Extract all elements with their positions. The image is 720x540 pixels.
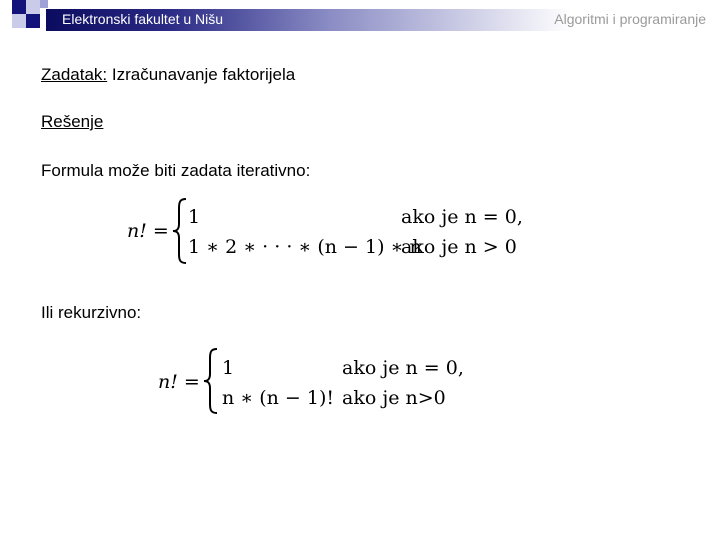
left-brace	[203, 348, 219, 414]
institution-name: Elektronski fakultet u Nišu	[62, 11, 224, 27]
formula-condition-2: ako je n>0	[342, 387, 446, 409]
task-title: Izračunavanje faktorijela	[107, 65, 296, 84]
formula-case-2: 1 ∗ 2 ∗ · · · ∗ (n − 1) ∗ n	[188, 236, 422, 258]
formula-condition-1: ako je n = 0,	[342, 357, 464, 379]
task-label: Zadatak:	[41, 65, 108, 84]
formula-condition-1: ako je n = 0,	[401, 206, 523, 228]
formula-case-2: n ∗ (n − 1)!	[222, 387, 335, 409]
recursive-intro: Ili rekurzivno:	[41, 303, 142, 322]
formula-case-1: 1	[188, 206, 201, 228]
iterative-intro: Formula može biti zadata iterativno:	[41, 161, 311, 180]
formula-case-1: 1	[222, 357, 235, 379]
formula-lhs: n! =	[158, 371, 200, 393]
solution-heading: Rešenje	[41, 112, 104, 131]
course-name: Algoritmi i programiranje	[554, 11, 706, 27]
formula-condition-2: ako je n > 0	[401, 236, 517, 258]
formula-lhs: n! =	[127, 220, 169, 242]
